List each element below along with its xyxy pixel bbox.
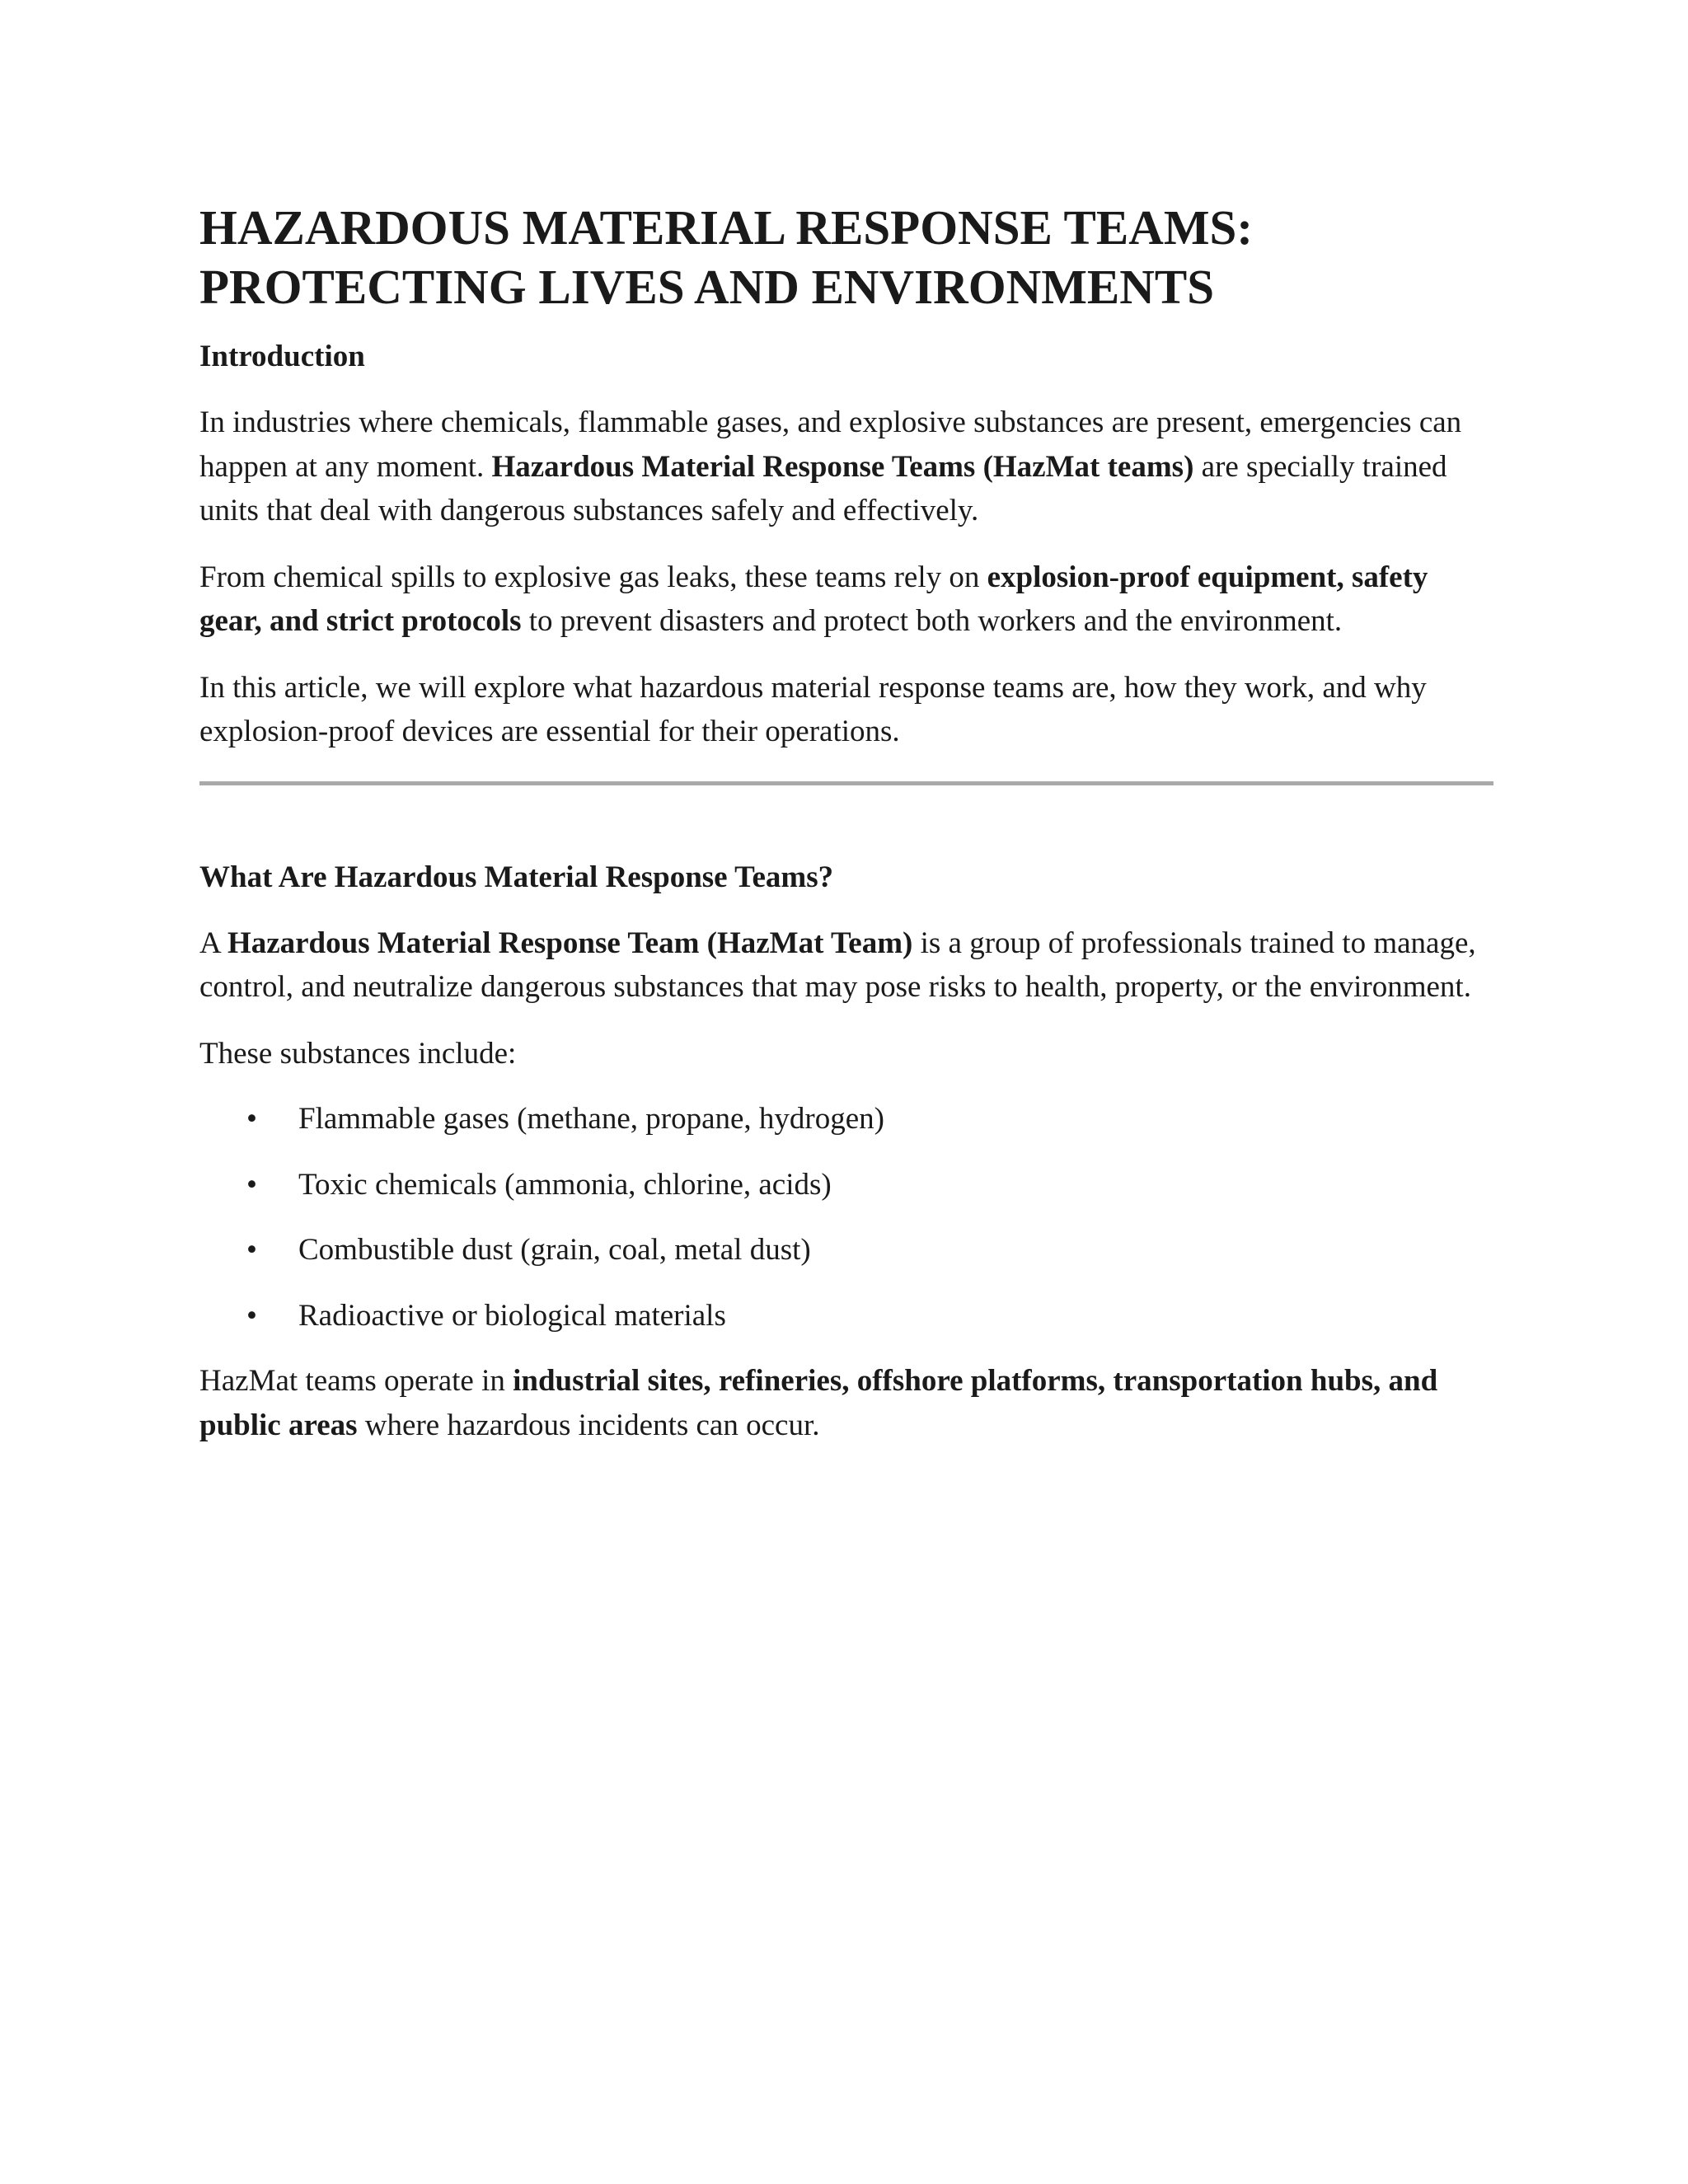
s2-p1-bold: Hazardous Material Response Team (HazMat Team) bbox=[227, 926, 913, 960]
list-item bbox=[199, 1228, 1493, 1272]
list-item bbox=[199, 1294, 1493, 1338]
document-title bbox=[199, 198, 1493, 316]
list-item bbox=[199, 1097, 1493, 1141]
s2-p1-text-c: is a group of professionals trained to manage, control, and neutralize dangerous substances that may pose risks to health, property, or the environment. bbox=[199, 926, 1476, 1004]
section-2-heading: What Are Hazardous Material Response Teams? bbox=[199, 860, 834, 894]
section-2-paragraph-1 bbox=[199, 921, 1493, 1010]
intro-p1-text-a: In industries where chemicals, flammable gases, and explosive substances are present, emergencies can happen at any moment. bbox=[199, 405, 1462, 484]
bullet-icon: • bbox=[246, 1298, 257, 1333]
bullet-icon: • bbox=[246, 1102, 257, 1136]
list-item-text: Radioactive or biological materials bbox=[298, 1298, 726, 1333]
intro-p2-text-c: to prevent disasters and protect both workers and the environment. bbox=[521, 604, 1343, 638]
list-item bbox=[199, 1163, 1493, 1207]
substances-list bbox=[199, 1097, 1493, 1338]
list-item-text: Toxic chemicals (ammonia, chlorine, acids) bbox=[298, 1167, 832, 1202]
intro-paragraph-2 bbox=[199, 555, 1493, 644]
intro-p2-text-a: From chemical spills to explosive gas leaks, these teams rely on bbox=[199, 560, 987, 594]
bullet-icon: • bbox=[246, 1233, 257, 1267]
section-2-paragraph-3 bbox=[199, 1359, 1493, 1447]
intro-p1-text-c: are specially trained units that deal with dangerous substances safely and effectively. bbox=[199, 449, 1447, 527]
intro-paragraph-1 bbox=[199, 401, 1493, 533]
intro-p1-bold: Hazardous Material Response Teams (HazMat teams) bbox=[491, 449, 1194, 484]
title-line-2: PROTECTING LIVES AND ENVIRONMENTS bbox=[199, 260, 1215, 314]
s2-p1-text-a: A bbox=[199, 926, 227, 960]
bullet-icon: • bbox=[246, 1167, 257, 1202]
s2-p3-text-a: HazMat teams operate in bbox=[199, 1364, 513, 1398]
introduction-heading: Introduction bbox=[199, 340, 365, 373]
list-item-text: Flammable gases (methane, propane, hydrogen) bbox=[298, 1102, 884, 1136]
title-line-1: HAZARDOUS MATERIAL RESPONSE TEAMS: bbox=[199, 200, 1254, 255]
list-item-text: Combustible dust (grain, coal, metal dust) bbox=[298, 1233, 811, 1267]
section-2-paragraph-2: These substances include: bbox=[199, 1036, 517, 1071]
intro-paragraph-3: In this article, we will explore what hazardous material response teams are, how they work, and why explosion-proof devices are essential for their operations. bbox=[199, 670, 1427, 748]
s2-p3-bold: industrial sites, refineries, offshore platforms, transportation hubs, and public areas bbox=[199, 1364, 1438, 1442]
document-page bbox=[199, 198, 1493, 1447]
section-divider bbox=[199, 781, 1493, 785]
intro-p2-bold: explosion-proof equipment, safety gear, and strict protocols bbox=[199, 560, 1428, 638]
s2-p3-text-c: where hazardous incidents can occur. bbox=[357, 1408, 820, 1442]
